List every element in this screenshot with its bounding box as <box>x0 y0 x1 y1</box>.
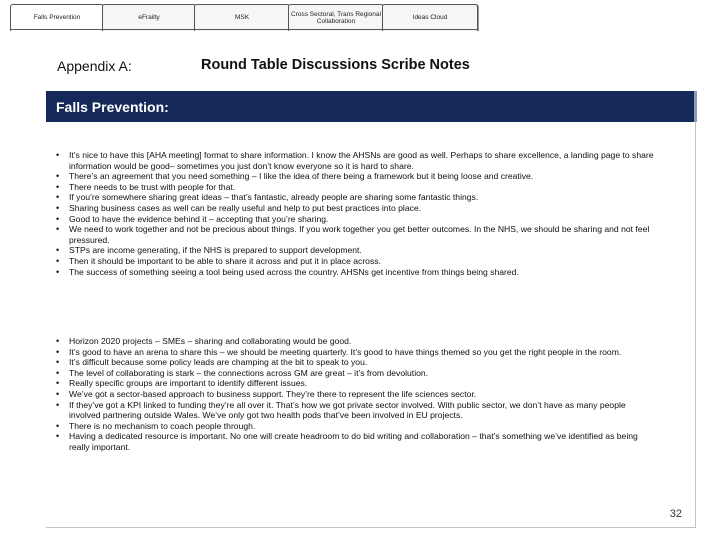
note-item: • If you’re somewhere sharing great ideas – that’s fantastic, already people are sharing some fantastic things. <box>55 192 655 203</box>
tab-msk[interactable]: MSK <box>194 4 290 31</box>
tab-efrailty[interactable]: eFrailty <box>102 4 196 31</box>
note-item: • We’ve got a sector-based approach to business support. They’re there to represent the life sciences sector. <box>55 389 655 400</box>
note-item: • There’s an agreement that you need something – I like the idea of there being a framework but it being loose and creative. <box>55 171 655 182</box>
tab-cross-sectoral[interactable]: Cross Sectoral, Trans Regional Collaboration <box>288 4 384 31</box>
page-number: 32 <box>669 508 682 520</box>
notes-list-1 <box>55 150 655 277</box>
tab-falls-prevention[interactable]: Falls Prevention <box>10 4 104 31</box>
appendix-label: Appendix A: <box>57 58 132 74</box>
note-item: • The success of something seeing a tool being used across the country. AHSNs get incentive from things being shared. <box>55 267 655 278</box>
section-title: Falls Prevention: <box>56 98 169 115</box>
tab-ideas-cloud[interactable]: Ideas Cloud <box>382 4 478 31</box>
note-item: • It’s nice to have this [AHA meeting] format to share information. I know the AHSNs are good as well. Perhaps to share excellence, a landing page to share information would be good– sometimes you just don’t know everyone so it is hard to share. <box>55 150 655 171</box>
note-item: • Good to have the evidence behind it – accepting that you’re sharing. <box>55 214 655 225</box>
note-item: • Having a dedicated resource is important. No one will create headroom to do bid writing and collaboration – that’s something we’ve identified as being really important. <box>55 431 655 452</box>
banner-edge <box>694 91 697 122</box>
note-item: • STPs are income generating, if the NHS is prepared to support development. <box>55 245 655 256</box>
note-item: • Horizon 2020 projects – SMEs – sharing and collaborating would be good. <box>55 336 655 347</box>
tab-bar <box>0 0 720 34</box>
note-item: • It’s difficult because some policy leads are champing at the bit to speak to you. <box>55 357 655 368</box>
tab-baseline <box>10 29 478 30</box>
note-item: • There is no mechanism to coach people through. <box>55 421 655 432</box>
notes-list-2 <box>55 336 655 453</box>
page-title: Round Table Discussions Scribe Notes <box>201 57 470 73</box>
note-item: • We need to work together and not be precious about things. If you work together you get better outcomes. In the NHS, we should be sharing and not feel pressured. <box>55 224 655 245</box>
note-item: • There needs to be trust with people for that. <box>55 182 655 193</box>
note-item: • Sharing business cases as well can be really useful and help to put best practices into place. <box>55 203 655 214</box>
note-item: • If they’ve got a KPI linked to funding they’re all over it. That’s how we got private sector involved. With public sector, we don’t have as many people involved partnering outside Wales. We’ve only got two health pods that’ve been involved in EU projects. <box>55 400 655 421</box>
section-banner <box>46 91 694 122</box>
note-item: • It’s good to have an arena to share this – we should be meeting quarterly. It’s good to have things themed so you get the right people in the room. <box>55 347 655 358</box>
note-item: • Then it should be important to be able to share it across and put it in place across. <box>55 256 655 267</box>
note-item: • The level of collaborating is stark – the connections across GM are great – it’s from devolution. <box>55 368 655 379</box>
note-item: • Really specific groups are important to identify different issues. <box>55 378 655 389</box>
